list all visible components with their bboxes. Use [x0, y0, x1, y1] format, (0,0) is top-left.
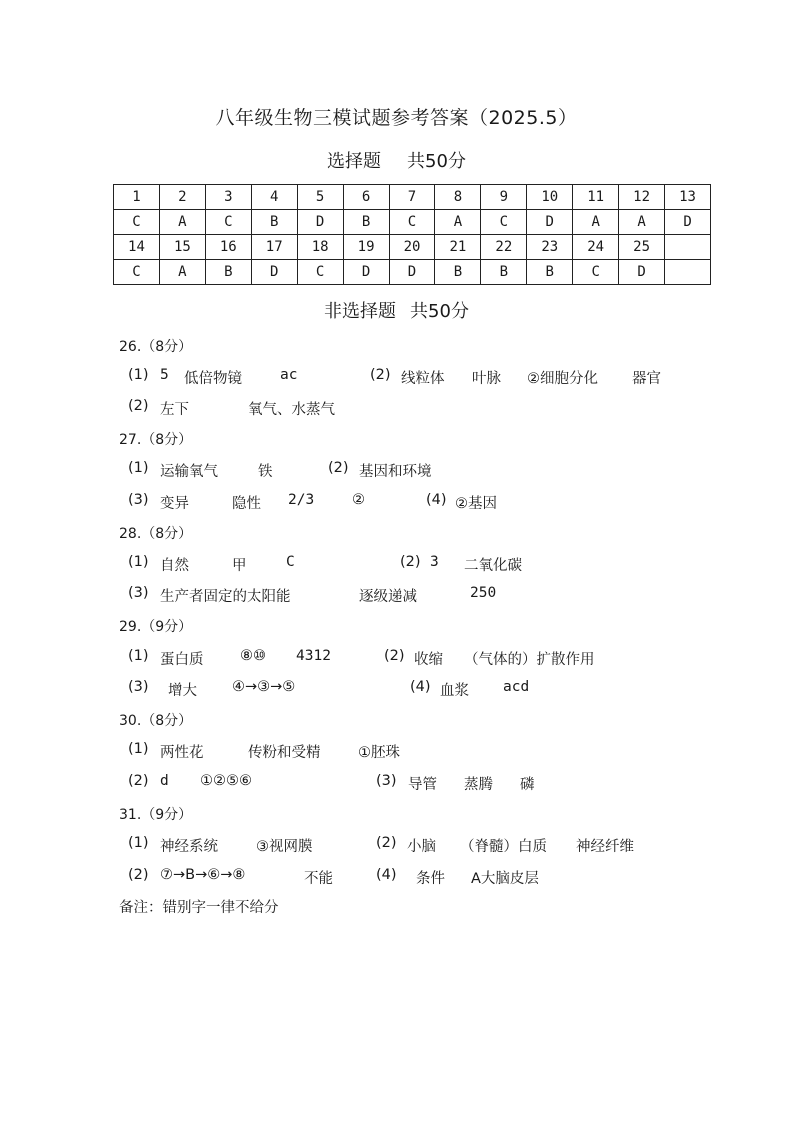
section-score: 共50分	[410, 301, 469, 322]
answer-cell: C	[205, 210, 251, 235]
section-score: 共50分	[407, 151, 466, 172]
answer-text: ⑦→B→⑥→⑧	[160, 867, 246, 883]
question-number-cell: 17	[251, 235, 297, 260]
sub-number: (2)	[128, 867, 149, 883]
question-number-cell: 12	[619, 185, 665, 210]
question-number-cell: 9	[481, 185, 527, 210]
question-number-cell: 13	[665, 185, 711, 210]
question-header: 30.（8分）	[119, 713, 193, 729]
answer-cell: B	[343, 210, 389, 235]
question-number-row	[114, 185, 711, 210]
sub-number: (3)	[128, 492, 149, 508]
sub-number: (2)	[128, 398, 149, 414]
answer-cell: C	[573, 260, 619, 285]
question-number-cell: 2	[159, 185, 205, 210]
question-header: 29.（9分）	[119, 619, 193, 635]
question-number-row	[114, 235, 711, 260]
sub-number: (2)	[328, 460, 349, 476]
sub-number: (2)	[370, 367, 391, 383]
section-name: 非选择题	[324, 301, 397, 322]
question-header: 31.（9分）	[119, 807, 193, 823]
section-heading-choice	[0, 147, 793, 173]
answer-cell: D	[619, 260, 665, 285]
answer-cell: D	[251, 260, 297, 285]
question-number-cell: 10	[527, 185, 573, 210]
answer-text: 神经系统	[160, 839, 218, 855]
question-number-cell: 1	[114, 185, 160, 210]
answer-cell: B	[251, 210, 297, 235]
sub-number: (1)	[128, 460, 149, 476]
section-heading-nonchoice	[0, 297, 793, 323]
question-number-cell: 20	[389, 235, 435, 260]
sub-number: (1)	[128, 741, 149, 757]
answer-text: ②	[352, 492, 365, 508]
answer-text: 4312	[296, 648, 331, 664]
answer-text: ⑧⑩	[240, 648, 266, 664]
answer-text: ①胚珠	[358, 745, 400, 761]
answer-cell: B	[527, 260, 573, 285]
sub-number: (2)	[376, 835, 397, 851]
answer-text: 蛋白质	[160, 652, 204, 668]
question-number-cell: 3	[205, 185, 251, 210]
question-number-cell	[665, 235, 711, 260]
question-header: 27.（8分）	[119, 432, 193, 448]
question-number-cell: 18	[297, 235, 343, 260]
question-number-cell: 22	[481, 235, 527, 260]
sub-number: (4)	[410, 679, 431, 695]
answer-cell: B	[481, 260, 527, 285]
answer-text: 隐性	[232, 496, 261, 512]
answer-text: 导管	[408, 777, 437, 793]
answer-text: 变异	[160, 496, 189, 512]
answer-cell: A	[619, 210, 665, 235]
answer-text: 蒸腾	[464, 777, 493, 793]
answer-text: （脊髓）白质	[460, 839, 547, 855]
answer-text: d	[160, 773, 169, 789]
question-number-cell: 4	[251, 185, 297, 210]
answer-text: （气体的）扩散作用	[464, 652, 595, 668]
question-number-cell: 19	[343, 235, 389, 260]
question-number-cell: 21	[435, 235, 481, 260]
sub-number: (3)	[128, 679, 149, 695]
answer-text: ac	[280, 367, 298, 383]
answer-text: 器官	[632, 371, 661, 387]
sub-number: (3)	[128, 585, 149, 601]
answer-cell: D	[665, 210, 711, 235]
choice-answer-table	[113, 184, 711, 285]
answer-text: ①②⑤⑥	[200, 773, 252, 789]
answer-cell: B	[435, 260, 481, 285]
answer-cell: D	[389, 260, 435, 285]
question-number-cell: 23	[527, 235, 573, 260]
question-number-cell: 24	[573, 235, 619, 260]
answer-text: 生产者固定的太阳能	[160, 589, 291, 605]
answer-text: 神经纤维	[576, 839, 634, 855]
answer-text: 左下	[160, 402, 189, 418]
answer-text: 二氧化碳	[464, 558, 522, 574]
sub-number: (4)	[426, 492, 447, 508]
sub-number: (1)	[128, 554, 149, 570]
answer-text: 不能	[304, 871, 333, 887]
sub-number: (2)	[128, 773, 149, 789]
answer-text: ④→③→⑤	[232, 679, 296, 695]
answer-text: C	[286, 554, 295, 570]
answer-cell: D	[527, 210, 573, 235]
answer-cell: C	[114, 210, 160, 235]
answer-text: 2/3	[288, 492, 315, 508]
question-number-cell: 5	[297, 185, 343, 210]
answer-text: 氧气、水蒸气	[248, 402, 335, 418]
answer-text: 收缩	[414, 652, 443, 668]
answer-text: A大脑皮层	[471, 871, 539, 887]
answer-cell	[665, 260, 711, 285]
footnote: 备注：错别字一律不给分	[119, 900, 279, 916]
question-number-cell: 7	[389, 185, 435, 210]
section-name: 选择题	[327, 151, 382, 172]
question-number-cell: 16	[205, 235, 251, 260]
answer-cell: C	[481, 210, 527, 235]
answer-text: 磷	[520, 777, 535, 793]
answer-text: 250	[470, 585, 497, 601]
sub-number: (2)	[384, 648, 405, 664]
answer-text: 运输氧气	[160, 464, 218, 480]
answer-cell: D	[343, 260, 389, 285]
answer-text: ②细胞分化	[527, 371, 598, 387]
answer-text: 两性花	[160, 745, 204, 761]
answer-cell: C	[389, 210, 435, 235]
answer-text: 线粒体	[401, 371, 445, 387]
answer-text: 3	[430, 554, 439, 570]
answer-cell: C	[297, 260, 343, 285]
answer-cell: A	[435, 210, 481, 235]
answer-text: 甲	[232, 558, 247, 574]
sub-number: (1)	[128, 835, 149, 851]
question-number-cell: 11	[573, 185, 619, 210]
question-number-cell: 8	[435, 185, 481, 210]
answer-text: 条件	[416, 871, 445, 887]
question-number-cell: 6	[343, 185, 389, 210]
answer-row	[114, 260, 711, 285]
question-header: 28.（8分）	[119, 526, 193, 542]
answer-text: 传粉和受精	[248, 745, 321, 761]
question-number-cell: 14	[114, 235, 160, 260]
answer-cell: C	[114, 260, 160, 285]
answer-text: 逐级递减	[359, 589, 417, 605]
answer-text: ③视网膜	[256, 839, 313, 855]
page-title: 八年级生物三模试题参考答案（2025.5）	[215, 107, 578, 129]
sub-number: (4)	[376, 867, 397, 883]
sub-number: (1)	[128, 648, 149, 664]
question-number-cell: 15	[159, 235, 205, 260]
answer-row	[114, 210, 711, 235]
sub-number: (2)	[400, 554, 421, 570]
answer-text: 铁	[258, 464, 273, 480]
answer-text: 叶脉	[472, 371, 501, 387]
answer-cell: D	[297, 210, 343, 235]
question-header: 26.（8分）	[119, 339, 193, 355]
answer-text: acd	[503, 679, 530, 695]
answer-text: 基因和环境	[359, 464, 432, 480]
answer-text: 自然	[160, 558, 189, 574]
answer-text: 5	[160, 367, 169, 383]
answer-text: 低倍物镜	[184, 371, 242, 387]
question-number-cell: 25	[619, 235, 665, 260]
answer-text: 血浆	[440, 683, 469, 699]
answer-cell: A	[573, 210, 619, 235]
sub-number: (1)	[128, 367, 149, 383]
answer-cell: A	[159, 210, 205, 235]
answer-cell: B	[205, 260, 251, 285]
answer-text: ②基因	[455, 496, 497, 512]
sub-number: (3)	[376, 773, 397, 789]
answer-cell: A	[159, 260, 205, 285]
answer-text: 小脑	[407, 839, 436, 855]
answer-text: 增大	[168, 683, 197, 699]
